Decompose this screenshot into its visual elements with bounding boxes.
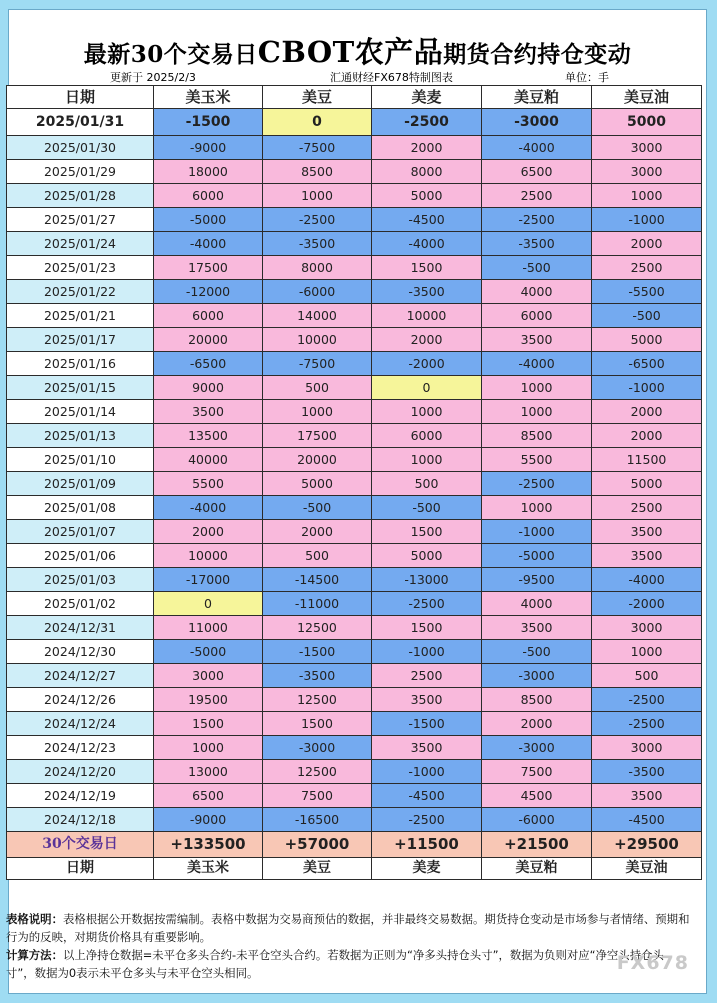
date-cell: 2024/12/20 [7, 760, 154, 784]
value-cell: -500 [372, 496, 482, 520]
table-row [7, 376, 702, 400]
value-cell: 1500 [263, 712, 372, 736]
value-cell: -1000 [592, 208, 702, 232]
date-cell: 2025/01/08 [7, 496, 154, 520]
value-cell: 8500 [482, 424, 592, 448]
value-cell: -3000 [482, 736, 592, 760]
value-cell: -1500 [263, 640, 372, 664]
table-row [7, 472, 702, 496]
value-cell: 5000 [263, 472, 372, 496]
notes-description [6, 910, 692, 946]
value-cell: -500 [263, 496, 372, 520]
positions-table [6, 85, 702, 880]
total-value: +133500 [154, 832, 263, 858]
value-cell: 8500 [482, 688, 592, 712]
value-cell: -3000 [482, 109, 592, 136]
date-cell: 2025/01/22 [7, 280, 154, 304]
value-cell: 10000 [372, 304, 482, 328]
value-cell: -5000 [154, 640, 263, 664]
value-cell: 0 [372, 376, 482, 400]
title-prefix: 最新30个交易日 [83, 41, 258, 68]
title-suffix: 期货合约持仓变动 [443, 41, 632, 68]
value-cell: 3000 [592, 616, 702, 640]
value-cell: -1500 [372, 712, 482, 736]
value-cell: 12500 [263, 616, 372, 640]
value-cell: 5000 [592, 328, 702, 352]
header-wheat: 美麦 [372, 86, 482, 109]
value-cell: 3500 [372, 688, 482, 712]
value-cell: 9000 [154, 376, 263, 400]
value-cell: 17500 [154, 256, 263, 280]
value-cell: 1000 [482, 400, 592, 424]
meta-bar [0, 68, 717, 85]
value-cell: 40000 [154, 448, 263, 472]
date-cell: 2024/12/23 [7, 736, 154, 760]
date-cell: 2025/01/17 [7, 328, 154, 352]
value-cell: 8000 [263, 256, 372, 280]
date-cell: 2025/01/28 [7, 184, 154, 208]
value-cell: -6000 [263, 280, 372, 304]
footer-header-cell: 美麦 [372, 858, 482, 880]
value-cell: -5000 [482, 544, 592, 568]
value-cell: 3000 [592, 136, 702, 160]
value-cell: -7500 [263, 136, 372, 160]
value-cell: -5500 [592, 280, 702, 304]
table-row [7, 280, 702, 304]
value-cell: -7500 [263, 352, 372, 376]
value-cell: -2000 [592, 592, 702, 616]
value-cell: 11000 [154, 616, 263, 640]
value-cell: -16500 [263, 808, 372, 832]
value-cell: -14500 [263, 568, 372, 592]
date-cell: 2025/01/14 [7, 400, 154, 424]
value-cell: 3500 [592, 520, 702, 544]
value-cell: -500 [482, 256, 592, 280]
date-cell: 2025/01/07 [7, 520, 154, 544]
table-row [7, 232, 702, 256]
value-cell: 500 [592, 664, 702, 688]
value-cell: 1000 [154, 736, 263, 760]
value-cell: 3500 [154, 400, 263, 424]
value-cell: 4500 [482, 784, 592, 808]
updated-date: 更新于 2025/2/3 [110, 71, 196, 84]
total-value: +57000 [263, 832, 372, 858]
value-cell: -500 [482, 640, 592, 664]
value-cell: 1000 [592, 640, 702, 664]
date-cell: 2025/01/15 [7, 376, 154, 400]
date-cell: 2025/01/31 [7, 109, 154, 136]
table-row [7, 712, 702, 736]
footer-header-row [7, 858, 702, 880]
value-cell: 3500 [482, 616, 592, 640]
value-cell: 2000 [592, 400, 702, 424]
value-cell: -3000 [263, 736, 372, 760]
value-cell: 5000 [372, 544, 482, 568]
value-cell: 7500 [482, 760, 592, 784]
table-row [7, 784, 702, 808]
table-row [7, 688, 702, 712]
date-cell: 2024/12/27 [7, 664, 154, 688]
table-body [7, 86, 702, 880]
value-cell: 6500 [154, 784, 263, 808]
value-cell: 2000 [592, 232, 702, 256]
value-cell: -4500 [372, 784, 482, 808]
date-cell: 2025/01/21 [7, 304, 154, 328]
value-cell: -17000 [154, 568, 263, 592]
value-cell: -2000 [372, 352, 482, 376]
value-cell: -4500 [372, 208, 482, 232]
value-cell: 1000 [372, 400, 482, 424]
value-cell: 13500 [154, 424, 263, 448]
date-cell: 2025/01/03 [7, 568, 154, 592]
value-cell: 1000 [592, 184, 702, 208]
page-title [9, 30, 706, 71]
notes-calc-text: 以上净持仓数据=未平仓多头合约-未平仓空头合约。若数据为正则为“净多头持仓头寸”，数据为负则对应“净空头持仓头寸”，数据为0表示未平仓多头与未平仓空头相同。 [6, 948, 664, 980]
table-row [7, 568, 702, 592]
value-cell: 11500 [592, 448, 702, 472]
value-cell: 6000 [154, 304, 263, 328]
table-row [7, 304, 702, 328]
value-cell: 500 [372, 472, 482, 496]
value-cell: 19500 [154, 688, 263, 712]
value-cell: -2500 [592, 688, 702, 712]
value-cell: 20000 [154, 328, 263, 352]
value-cell: 2000 [592, 424, 702, 448]
value-cell: 1000 [482, 376, 592, 400]
footer-header-cell: 美玉米 [154, 858, 263, 880]
value-cell: -3500 [263, 664, 372, 688]
date-cell: 2024/12/18 [7, 808, 154, 832]
table-row [7, 424, 702, 448]
value-cell: 17500 [263, 424, 372, 448]
value-cell: 1000 [482, 496, 592, 520]
value-cell: 6000 [372, 424, 482, 448]
date-cell: 2024/12/24 [7, 712, 154, 736]
date-cell: 2024/12/19 [7, 784, 154, 808]
value-cell: 5500 [154, 472, 263, 496]
table-row [7, 592, 702, 616]
value-cell: -1000 [372, 760, 482, 784]
value-cell: -2500 [372, 109, 482, 136]
date-cell: 2025/01/10 [7, 448, 154, 472]
table-row [7, 184, 702, 208]
table-row [7, 400, 702, 424]
value-cell: -4000 [154, 496, 263, 520]
value-cell: 2000 [154, 520, 263, 544]
value-cell: 8000 [372, 160, 482, 184]
value-cell: 1500 [154, 712, 263, 736]
title-mid: CBOT农产品 [257, 35, 444, 69]
value-cell: -13000 [372, 568, 482, 592]
value-cell: 6000 [154, 184, 263, 208]
table-row [7, 256, 702, 280]
value-cell: 500 [263, 544, 372, 568]
value-cell: 3000 [592, 736, 702, 760]
table-row [7, 328, 702, 352]
date-cell: 2025/01/02 [7, 592, 154, 616]
source-label: 汇通财经FX678特制图表 [330, 71, 453, 84]
value-cell: -4000 [482, 136, 592, 160]
table-row [7, 544, 702, 568]
value-cell: -1500 [154, 109, 263, 136]
table-row [7, 136, 702, 160]
value-cell: 5000 [372, 184, 482, 208]
notes-calc-label: 计算方法： [6, 948, 63, 962]
date-cell: 2024/12/26 [7, 688, 154, 712]
table-row [7, 496, 702, 520]
value-cell: -6000 [482, 808, 592, 832]
date-cell: 2025/01/24 [7, 232, 154, 256]
header-soybean: 美豆 [263, 86, 372, 109]
header-corn: 美玉米 [154, 86, 263, 109]
value-cell: -2500 [482, 208, 592, 232]
total-value: +21500 [482, 832, 592, 858]
value-cell: -4000 [154, 232, 263, 256]
value-cell: 5500 [482, 448, 592, 472]
value-cell: -6500 [592, 352, 702, 376]
value-cell: 0 [154, 592, 263, 616]
value-cell: 12500 [263, 688, 372, 712]
value-cell: 3500 [592, 544, 702, 568]
value-cell: -2500 [263, 208, 372, 232]
value-cell: 18000 [154, 160, 263, 184]
table-row [7, 616, 702, 640]
notes-calc [6, 946, 692, 982]
value-cell: 3000 [592, 160, 702, 184]
table-row [7, 808, 702, 832]
date-cell: 2025/01/23 [7, 256, 154, 280]
date-cell: 2024/12/30 [7, 640, 154, 664]
unit-label: 单位：手 [565, 71, 609, 84]
header-row [7, 86, 702, 109]
value-cell: 10000 [154, 544, 263, 568]
value-cell: -3500 [372, 280, 482, 304]
value-cell: 5000 [592, 472, 702, 496]
table-row [7, 640, 702, 664]
value-cell: 1000 [263, 184, 372, 208]
value-cell: 20000 [263, 448, 372, 472]
table-row [7, 160, 702, 184]
footer-header-cell: 美豆 [263, 858, 372, 880]
table-row [7, 760, 702, 784]
value-cell: -2500 [372, 808, 482, 832]
table-row [7, 448, 702, 472]
value-cell: 1500 [372, 256, 482, 280]
value-cell: -2500 [372, 592, 482, 616]
value-cell: -2500 [592, 712, 702, 736]
value-cell: -9000 [154, 808, 263, 832]
value-cell: -500 [592, 304, 702, 328]
header-soyoil: 美豆油 [592, 86, 702, 109]
notes-desc-text: 表格根据公开数据按需编制。表格中数据为交易商预估的数据，并非最终交易数据。期货持仓变动是市场参与者情绪、预期和行为的反映，对期货价格具有重要影响。 [6, 912, 690, 944]
value-cell: -4000 [592, 568, 702, 592]
date-cell: 2025/01/27 [7, 208, 154, 232]
value-cell: -1000 [482, 520, 592, 544]
notes-desc-label: 表格说明： [6, 912, 63, 926]
date-cell: 2025/01/16 [7, 352, 154, 376]
value-cell: 12500 [263, 760, 372, 784]
value-cell: 500 [263, 376, 372, 400]
value-cell: 3000 [154, 664, 263, 688]
value-cell: 2500 [482, 184, 592, 208]
value-cell: -3000 [482, 664, 592, 688]
header-soymeal: 美豆粕 [482, 86, 592, 109]
value-cell: 2500 [592, 256, 702, 280]
value-cell: 1000 [263, 400, 372, 424]
value-cell: 3500 [372, 736, 482, 760]
value-cell: 2000 [372, 136, 482, 160]
value-cell: 2500 [592, 496, 702, 520]
total-row [7, 832, 702, 858]
value-cell: 0 [263, 109, 372, 136]
value-cell: -1000 [372, 640, 482, 664]
watermark: FX678 [616, 952, 689, 974]
footer-header-cell: 日期 [7, 858, 154, 880]
value-cell: -1000 [592, 376, 702, 400]
value-cell: -9000 [154, 136, 263, 160]
date-cell: 2025/01/06 [7, 544, 154, 568]
value-cell: 3500 [482, 328, 592, 352]
value-cell: 4000 [482, 592, 592, 616]
value-cell: 3500 [592, 784, 702, 808]
table-row [7, 520, 702, 544]
value-cell: 8500 [263, 160, 372, 184]
value-cell: 1000 [372, 448, 482, 472]
table-row [7, 109, 702, 136]
footer-header-cell: 美豆粕 [482, 858, 592, 880]
value-cell: 2500 [372, 664, 482, 688]
value-cell: 14000 [263, 304, 372, 328]
value-cell: -3500 [592, 760, 702, 784]
table-row [7, 208, 702, 232]
value-cell: 2000 [482, 712, 592, 736]
value-cell: -6500 [154, 352, 263, 376]
value-cell: -2500 [482, 472, 592, 496]
total-value: +11500 [372, 832, 482, 858]
value-cell: -4500 [592, 808, 702, 832]
value-cell: -9500 [482, 568, 592, 592]
value-cell: -3500 [482, 232, 592, 256]
notes [6, 910, 692, 982]
date-cell: 2025/01/09 [7, 472, 154, 496]
value-cell: 1500 [372, 616, 482, 640]
header-date: 日期 [7, 86, 154, 109]
value-cell: 10000 [263, 328, 372, 352]
value-cell: 6500 [482, 160, 592, 184]
date-cell: 2025/01/13 [7, 424, 154, 448]
value-cell: -11000 [263, 592, 372, 616]
table-row [7, 664, 702, 688]
value-cell: 2000 [263, 520, 372, 544]
date-cell: 2025/01/29 [7, 160, 154, 184]
date-cell: 2024/12/31 [7, 616, 154, 640]
value-cell: 2000 [372, 328, 482, 352]
value-cell: 4000 [482, 280, 592, 304]
value-cell: -4000 [482, 352, 592, 376]
total-value: +29500 [592, 832, 702, 858]
value-cell: 1500 [372, 520, 482, 544]
value-cell: 5000 [592, 109, 702, 136]
date-cell: 2025/01/30 [7, 136, 154, 160]
table-row [7, 352, 702, 376]
footer-header-cell: 美豆油 [592, 858, 702, 880]
table-row [7, 736, 702, 760]
value-cell: -3500 [263, 232, 372, 256]
total-label: 30个交易日 [7, 832, 154, 858]
value-cell: -4000 [372, 232, 482, 256]
value-cell: 6000 [482, 304, 592, 328]
value-cell: 7500 [263, 784, 372, 808]
value-cell: 13000 [154, 760, 263, 784]
value-cell: -12000 [154, 280, 263, 304]
value-cell: -5000 [154, 208, 263, 232]
